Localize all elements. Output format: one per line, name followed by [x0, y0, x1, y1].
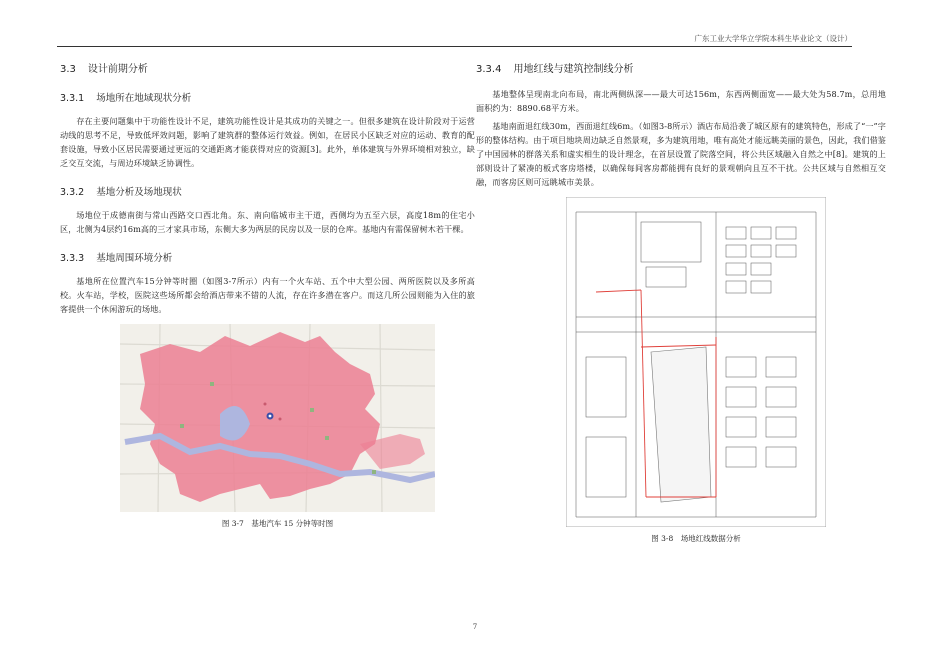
- page-number: 7: [472, 623, 478, 631]
- figure-caption-3-8: 图 3-8 场地红线数据分析: [651, 534, 741, 543]
- paragraph-3-3-2: 场地位于成德南街与常山西路交口西北角。东、南向临城市主干道，西侧均为五至六层，高度18m的住宅小区，北侧为4层约16m高的三才家具市场，东侧大多为两层的民房以及一层的仓库。基地内有需保留树木若干棵。: [60, 210, 475, 234]
- page-header: 广东工业大学华立学院本科生毕业论文（设计）: [694, 34, 852, 43]
- paragraph-3-3-3: 基地所在位置汽车15分钟等时圈（如图3-7所示）内有一个火车站、五个中大型公园、两所医院以及多所高校。火车站，学校，医院这些场所都会给酒店带来不错的人流，存在许多潜在客户。而这几所公园则能为入住的旅客提供一个休闲游玩的场地。: [60, 276, 475, 314]
- figure-caption-3-7: 图 3-7 基地汽车 15 分钟等时图: [221, 519, 334, 528]
- section-heading-3-3-3: 3.3.3 基地周围环境分析: [60, 253, 173, 264]
- isochrone-map-figure: [120, 324, 435, 512]
- paragraph-3-3-4-b: 基地南面退红线30m，西面退红线6m。（如图3-8所示）酒店布局沿袭了城区原有的建筑特色，形成了“一”字形的整体结构。由于项目地块周边缺乏自然景观，多为建筑用地，唯有高处才能远眺美丽的景色，因此，我们借鉴了中国园林的群落关系和虚实相生的设计理念，在首层设置了院落空间，将公共区域融入自然之中[8]。建筑的上部则设计了紧凑的板式客房塔楼，以确保每间客房都能拥有良好的景观朝向且互不干扰。公共区域与自然相互交融，而客房区则可远眺城市美景。: [476, 121, 886, 187]
- section-heading-3-3-4: 3.3.4 用地红线与建筑控制线分析: [476, 64, 634, 75]
- section-heading-3-3-1: 3.3.1 场地所在地域现状分析: [60, 93, 192, 104]
- site-redline-drawing: [566, 197, 826, 527]
- paragraph-3-3-1: 存在主要问题集中于功能性设计不足，建筑功能性设计是其成功的关键之一。但很多建筑在设计阶段对于运营动线的思考不足，导致低坪效问题，影响了建筑群的整体运行效益。例如，在居民小区缺乏对应的运动、教育的配套设施，导致小区居民需要通过更远的交通距离才能获得对应的资源[3]。此外，单体建筑与外界环境相对独立，缺乏交互交流，与周边环境缺乏协调性。: [60, 116, 475, 168]
- left-column: [60, 60, 475, 529]
- section-heading-3-3-2: 3.3.2 基地分析及场地现状: [60, 187, 182, 198]
- paragraph-3-3-4-a: 基地整体呈现南北向布局，南北两侧纵深——最大可达156m，东西两侧面宽——最大处为58.7m，总用地面积约为：8890.68平方米。: [476, 89, 886, 113]
- section-heading-3-3: 3.3 设计前期分析: [60, 64, 148, 75]
- right-column: [476, 60, 886, 544]
- header-rule: [57, 46, 852, 47]
- site-redline-figure: [566, 197, 826, 527]
- isochrone-map: [120, 324, 435, 512]
